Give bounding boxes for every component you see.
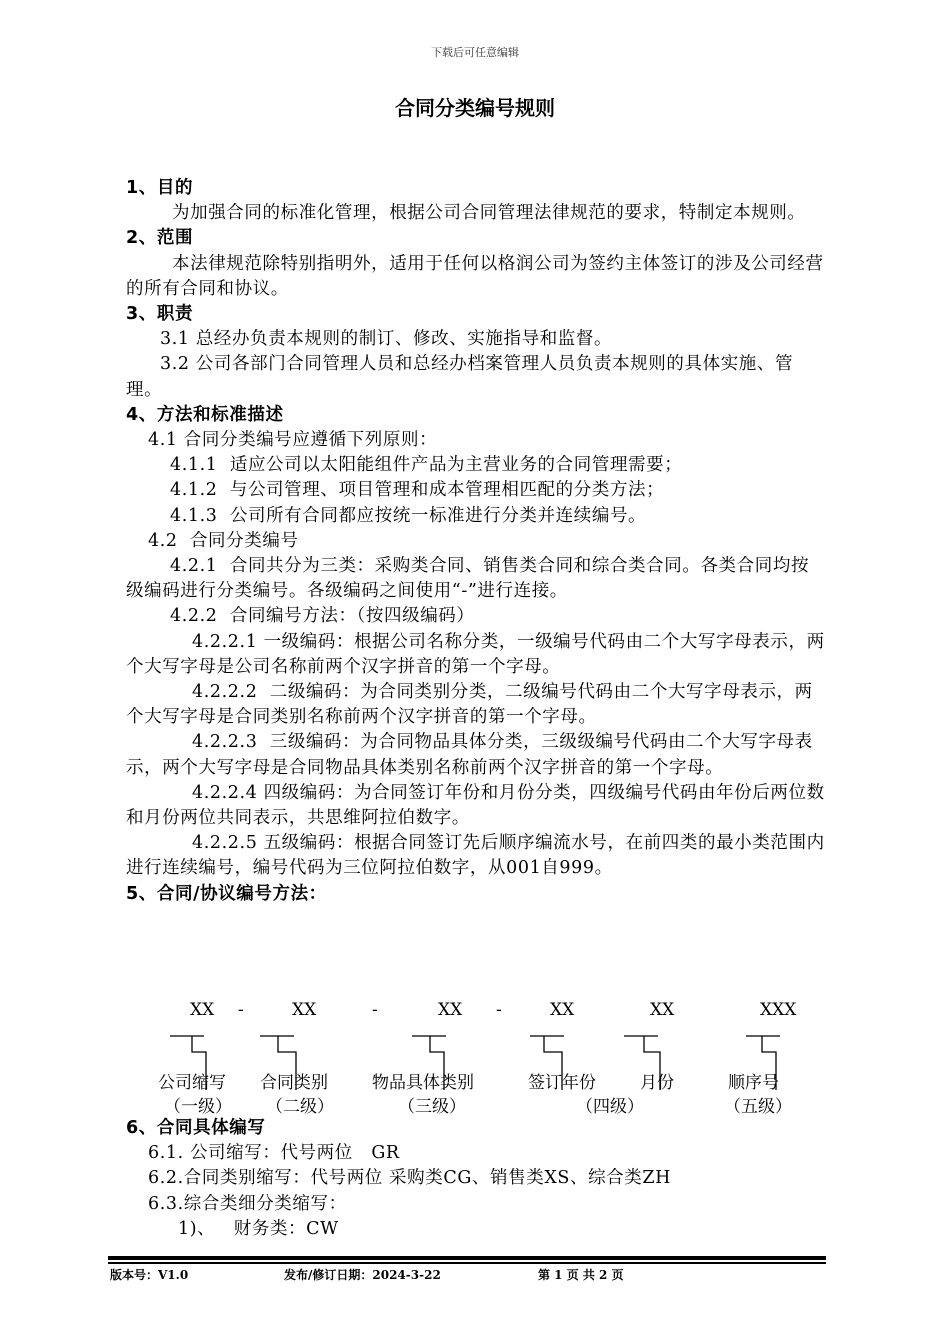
section-3-1: 3.1 总经办负责本规则的制订、修改、实施指导和监督。 <box>160 329 613 350</box>
section-3-heading: 3、职责 <box>126 304 194 325</box>
level-4-label: （四级） <box>576 1097 644 1117</box>
code-structure-diagram <box>126 1000 826 1120</box>
level-1-label: （一级） <box>164 1097 232 1117</box>
header-note: 下载后可任意编辑 <box>431 46 519 59</box>
footer-date: 发布/修订日期：2024-3-22 <box>284 1268 441 1282</box>
code-level-4-year: XX <box>550 1000 575 1020</box>
section-4-2-2-5: 4.2.2.5 五级编码：根据合同签订先后顺序编流水号，在前四类的最小类范围内进行连续编号，编号代码为三位阿拉伯数字，从001自999。 <box>126 833 825 879</box>
section-5-heading: 5、合同/协议编号方法： <box>126 883 327 904</box>
section-4-2: 4.2 合同分类编号 <box>148 530 299 551</box>
code-separator: - <box>496 1000 502 1020</box>
name-month: 月份 <box>640 1073 674 1093</box>
page-title: 合同分类编号规则 <box>395 96 555 120</box>
footer-rule-thin <box>108 1262 826 1264</box>
section-3-2: 3.2 公司各部门合同管理人员和总经办档案管理人员负责本规则的具体实施、管理。 <box>126 354 794 400</box>
section-4-heading: 4、方法和标准描述 <box>126 404 284 425</box>
code-separator: - <box>372 1000 378 1020</box>
code-level-1: XX <box>190 1000 215 1020</box>
section-4-1-3: 4.1.3 公司所有合同都应按统一标准进行分类并连续编号。 <box>170 505 647 526</box>
code-level-5: XXX <box>760 1000 797 1020</box>
section-4-2-2: 4.2.2 合同编号方法：（按四级编码） <box>170 606 475 627</box>
document-body-continued <box>126 1116 826 1242</box>
code-level-2: XX <box>292 1000 317 1020</box>
code-level-4-month: XX <box>650 1000 675 1020</box>
section-4-2-2-2: 4.2.2.2 二级编码：为合同类别分类，二级编号代码由二个大写字母表示，两个大写字母是合同类别名称前两个汉字拼音的第一个字母。 <box>126 682 813 728</box>
section-6-3-1: 1)、 财务类：CW <box>178 1218 339 1239</box>
footer-page-number: 第 1 页 共 2 页 <box>538 1268 624 1282</box>
level-2-label: （二级） <box>266 1097 334 1117</box>
section-4-2-2-3: 4.2.2.3 三级编码：为合同物品具体分类，三级级编号代码由二个大写字母表示，两个大写字母是合同物品具体类别名称前两个汉字拼音的第一个字母。 <box>126 732 813 778</box>
level-5-label: （五级） <box>724 1097 792 1117</box>
section-2-heading: 2、范围 <box>126 228 194 249</box>
section-1-paragraph: 为加强合同的标准化管理，根据公司合同管理法律规范的要求，特制定本规则。 <box>172 203 806 224</box>
section-1-heading: 1、目的 <box>126 178 194 198</box>
level-3-label: （三级） <box>398 1097 466 1117</box>
section-6-3: 6.3.综合类细分类缩写： <box>148 1193 347 1214</box>
section-4-2-2-1: 4.2.2.1 一级编码：根据公司名称分类，一级编号代码由二个大写字母表示，两个大写字母是公司名称前两个汉字拼音的第一个字母。 <box>126 631 825 677</box>
name-company: 公司缩写 <box>158 1073 226 1093</box>
name-sequence: 顺序号 <box>728 1073 779 1093</box>
section-4-2-2-4: 4.2.2.4 四级编码：为合同签订年份和月份分类，四级编号代码由年份后两位数和月份两位共同表示，共思维阿拉伯数字。 <box>126 782 825 829</box>
section-6-heading: 6、合同具体编写 <box>126 1118 266 1138</box>
code-separator: - <box>238 1000 244 1020</box>
footer-version: 版本号：V1.0 <box>110 1268 189 1282</box>
section-6-2: 6.2.合同类别缩写：代号两位 采购类CG、销售类XS、综合类ZH <box>148 1168 671 1189</box>
section-4-1-1: 4.1.1 适应公司以太阳能组件产品为主营业务的合同管理需要； <box>170 455 683 476</box>
section-4-1: 4.1 合同分类编号应遵循下列原则： <box>148 430 438 451</box>
section-2-paragraph: 本法律规范除特别指明外，适用于任何以格润公司为签约主体签订的涉及公司经营的所有合同和协议。 <box>126 253 824 299</box>
code-level-3: XX <box>438 1000 463 1020</box>
name-contract-type: 合同类别 <box>260 1073 328 1093</box>
section-4-1-2: 4.1.2 与公司管理、项目管理和成本管理相匹配的分类方法； <box>170 480 665 501</box>
name-sign-year: 签订年份 <box>528 1073 596 1093</box>
section-4-2-1: 4.2.1 合同共分为三类：采购类合同、销售类合同和综合类合同。各类合同均按级编码进行分类编号。各级编码之间使用“-”进行连接。 <box>126 556 810 602</box>
name-item-category: 物品具体类别 <box>372 1073 474 1093</box>
document-body <box>126 176 826 907</box>
section-6-1: 6.1. 公司缩写：代号两位 GR <box>148 1143 400 1164</box>
footer-rule-thick <box>108 1256 826 1260</box>
